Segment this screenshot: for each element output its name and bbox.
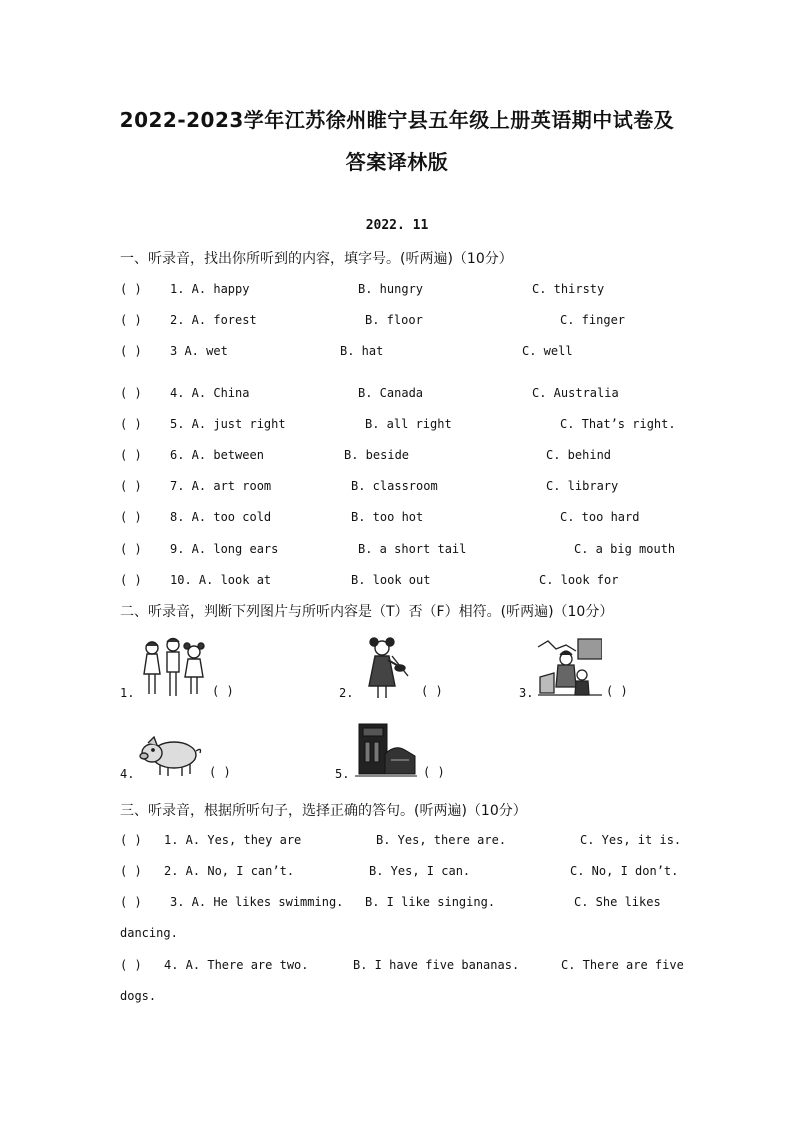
s2-item-1-paren: ( ) [212,684,234,698]
s1-question-1 [120,282,720,302]
answer-paren: ( ) [120,510,142,524]
option-a: 7. A. art room [170,479,272,493]
s2-item-1-number: 1. [120,686,135,700]
s2-item-2-paren: ( ) [421,684,443,698]
option-c: C. No, I don’t. [570,864,679,878]
answer-paren: ( ) [120,895,142,909]
s2-item-3-paren: ( ) [606,684,628,698]
children-picture [140,636,210,700]
option-c: C. behind [546,448,612,462]
option-b: B. hungry [358,282,424,296]
option-a: 3 A. wet [170,344,228,358]
s1-question-2 [120,313,720,333]
option-c: C. That’s right. [560,417,676,431]
answer-paren: ( ) [120,864,142,878]
document-title-line2: 答案译林版 [345,150,449,174]
option-b: B. beside [344,448,410,462]
option-c: C. She likes [574,895,661,909]
section3-heading: 三、听录音，根据所听句子，选择正确的答句。(听两遍)（10分） [120,803,527,819]
option-c: C. There are five [561,958,684,972]
piano-picture [355,720,417,778]
s1-question-9 [120,542,720,562]
answer-paren: ( ) [120,542,142,556]
option-a: 8. A. too cold [170,510,272,524]
document-title-line1: 2022-2023学年江苏徐州睢宁县五年级上册英语期中试卷及 [119,108,675,132]
option-c: C. library [546,479,619,493]
option-c: C. a big mouth [574,542,676,556]
answer-paren: ( ) [120,479,142,493]
s1-question-7 [120,479,720,499]
s3-question-4-continuation: dogs. [120,989,157,1003]
option-a: 6. A. between [170,448,264,462]
s3-question-3-continuation: dancing. [120,926,178,940]
option-c: C. finger [560,313,626,327]
option-c: C. too hard [560,510,640,524]
option-c: C. thirsty [532,282,605,296]
s1-question-8 [120,510,720,530]
option-c: C. Australia [532,386,619,400]
option-a: 9. A. long ears [170,542,279,556]
s3-question-3 [120,895,720,915]
answer-paren: ( ) [120,313,142,327]
option-a: 3. A. He likes swimming. [170,895,344,909]
answer-paren: ( ) [120,417,142,431]
s2-item-5-number: 5. [335,767,350,781]
s2-item-4-paren: ( ) [209,765,231,779]
s1-question-6 [120,448,720,468]
option-a: 10. A. look at [170,573,272,587]
s2-item-2-number: 2. [339,686,354,700]
answer-paren: ( ) [120,448,142,462]
option-b: B. classroom [351,479,438,493]
answer-paren: ( ) [120,386,142,400]
option-a: 1. A. Yes, they are [164,833,302,847]
section2-heading: 二、听录音，判断下列图片与所听内容是（T）否（F）相符。(听两遍)（10分） [120,604,614,620]
option-b: B. look out [351,573,431,587]
option-a: 2. A. forest [170,313,257,327]
s1-question-4 [120,386,720,406]
option-c: C. Yes, it is. [580,833,682,847]
answer-paren: ( ) [120,282,142,296]
option-b: B. I have five bananas. [353,958,520,972]
answer-paren: ( ) [120,573,142,587]
option-a: 4. A. China [170,386,250,400]
s3-question-4 [120,958,720,978]
option-b: B. hat [340,344,384,358]
option-b: B. a short tail [358,542,467,556]
exam-date: 2022. 11 [365,218,429,233]
s1-question-5 [120,417,720,437]
s2-item-5-paren: ( ) [423,765,445,779]
section1-heading: 一、听录音，找出你所听到的内容，填字号。(听两遍)（10分） [120,251,513,267]
option-c: C. look for [539,573,619,587]
option-b: B. Yes, I can. [369,864,471,878]
s1-question-10 [120,573,720,593]
option-c: C. well [522,344,573,358]
option-a: 1. A. happy [170,282,250,296]
s3-question-2 [120,864,720,884]
s2-item-3-number: 3. [519,686,534,700]
s1-question-3 [120,344,720,364]
option-b: B. Yes, there are. [376,833,507,847]
family-scene-picture [538,637,602,699]
option-b: B. too hot [351,510,424,524]
option-b: B. all right [365,417,452,431]
option-b: B. floor [365,313,423,327]
answer-paren: ( ) [120,344,142,358]
answer-paren: ( ) [120,958,142,972]
answer-paren: ( ) [120,833,142,847]
option-a: 4. A. There are two. [164,958,309,972]
s3-question-1 [120,833,720,853]
s2-item-4-number: 4. [120,767,135,781]
option-b: B. I like singing. [365,895,496,909]
option-a: 2. A. No, I can’t. [164,864,295,878]
girl-violin-picture [362,636,412,700]
option-b: B. Canada [358,386,424,400]
pig-picture [138,735,204,777]
option-a: 5. A. just right [170,417,286,431]
